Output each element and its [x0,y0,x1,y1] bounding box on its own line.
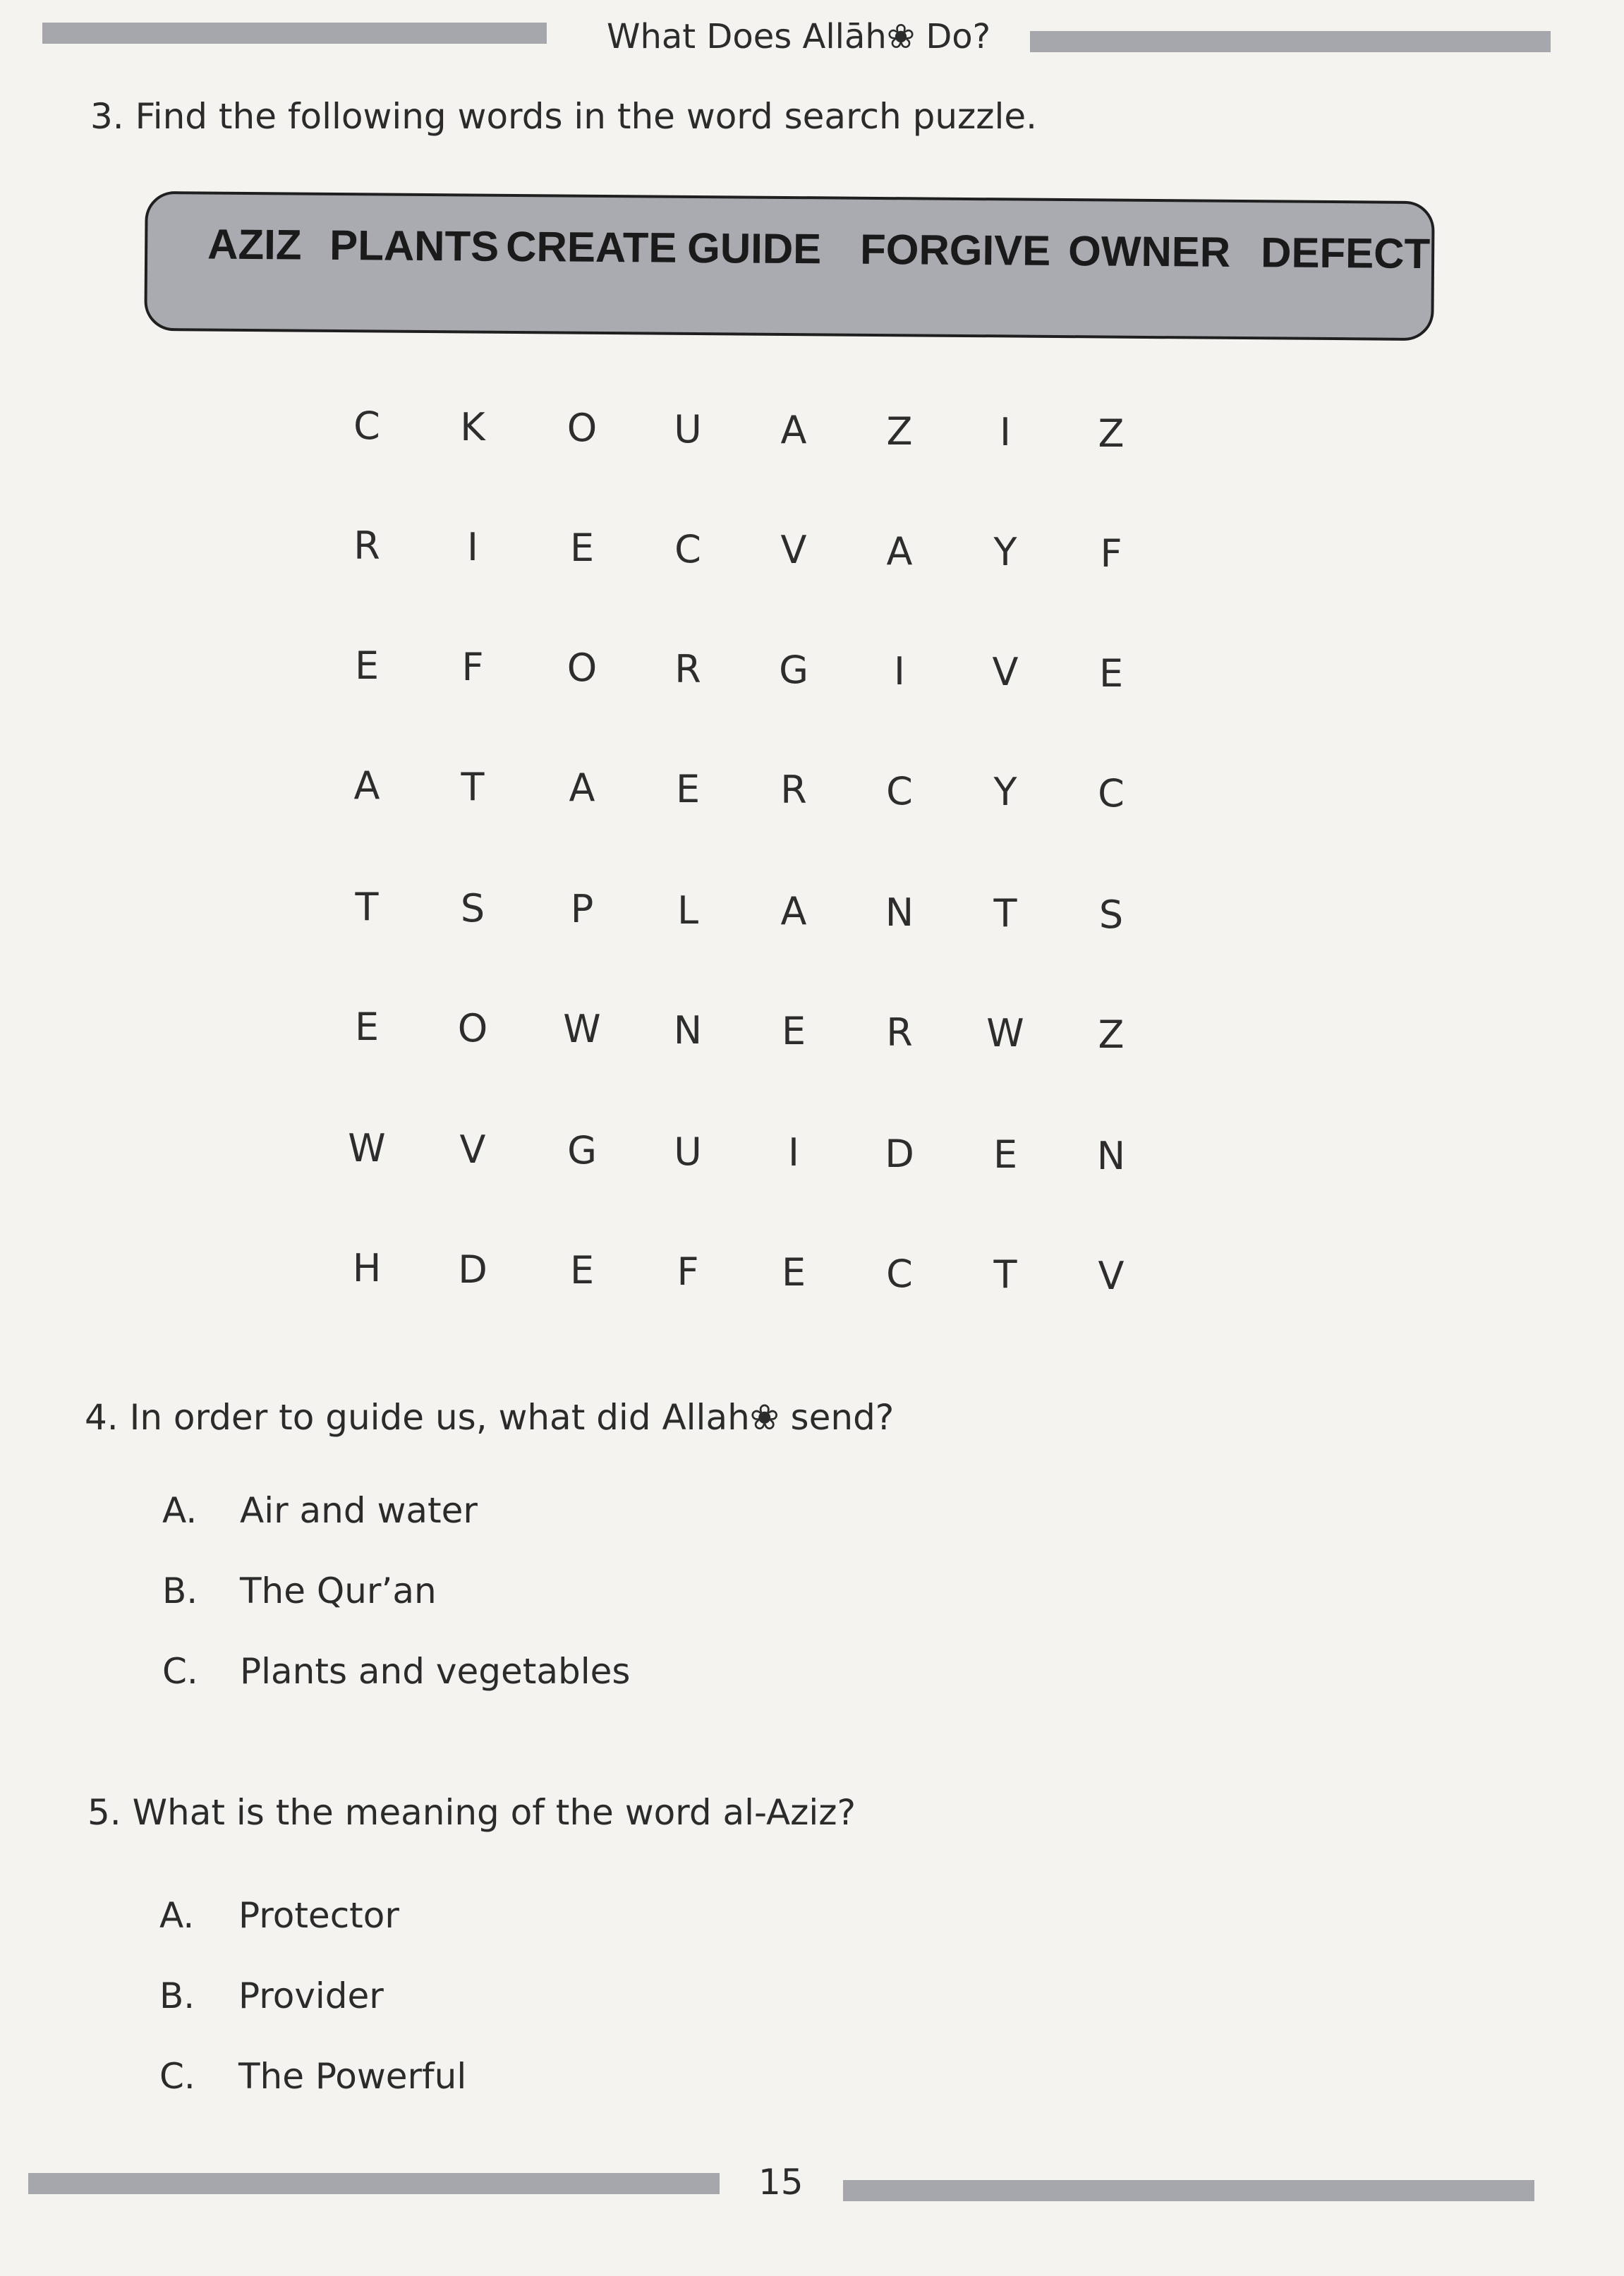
grid-letter: D [458,1247,487,1292]
grid-letter: R [780,768,807,812]
grid-letter: N [885,890,914,935]
grid-letter: W [563,1007,601,1051]
grid-letter: T [993,891,1017,936]
grid-letter: Y [993,770,1017,814]
grid-letter: A [353,763,380,808]
footer-bar-left [28,2173,720,2194]
header-bar-right [1030,31,1551,52]
grid-letter: K [460,404,485,449]
grid-letter: Z [1098,1012,1125,1057]
question-3-prompt: 3. Find the following words in the word search puzzle. [90,96,1038,137]
grid-letter: F [461,644,484,689]
grid-letter: O [566,646,598,690]
grid-letter: Y [993,530,1017,574]
grid-letter: H [352,1246,382,1290]
header-bar-left [42,23,547,44]
grid-letter: A [569,765,595,810]
grid-letter: V [1098,1253,1125,1298]
q4-option-c-letter: C. [162,1651,198,1692]
grid-letter: U [674,1129,702,1174]
question-4-prompt: 4. In order to guide us, what did Allah❀ send? [85,1397,895,1438]
grid-letter: U [674,406,702,452]
grid-letter: E [354,643,380,688]
grid-letter: R [674,646,701,691]
q4-option-b-letter: B. [162,1570,198,1611]
grid-letter: P [570,887,594,931]
grid-letter: O [566,406,598,450]
grid-letter: D [885,1131,914,1176]
q4-option-c-text: Plants and vegetables [240,1651,631,1692]
grid-letter: R [353,523,380,568]
grid-letter: T [355,885,379,929]
question-5-prompt: 5. What is the meaning of the word al-Aziz? [87,1792,856,1833]
page-number: 15 [758,2162,804,2203]
grid-letter: V [459,1127,486,1172]
grid-letter: E [354,1005,380,1049]
grid-letter: S [460,885,485,931]
grid-letter: Z [886,408,913,454]
grid-letter: A [886,528,913,574]
grid-letter: C [1098,770,1125,816]
grid-letter: A [780,408,807,452]
grid-letter: W [348,1126,386,1170]
grid-letter: E [675,766,701,811]
page-title: What Does Allāh❀ Do? [607,17,991,56]
word-bank-item: DEFECT [1260,229,1431,278]
grid-letter: E [993,1132,1018,1177]
grid-letter: E [781,1009,806,1053]
grid-letter: E [569,526,595,570]
word-bank-item: PLANTS [329,221,499,270]
grid-letter: C [886,768,913,813]
q5-option-b-letter: B. [159,1975,195,2016]
q4-option-a-letter: A. [162,1490,198,1531]
grid-letter: F [1100,531,1122,576]
q5-option-a-text: Protector [238,1895,399,1936]
grid-letter: I [788,1130,799,1175]
grid-letter: V [780,528,807,572]
grid-letter: I [1000,410,1011,454]
footer-bar-right [843,2180,1534,2201]
q5-option-c-text: The Powerful [238,2056,467,2097]
grid-letter: E [1098,650,1124,696]
grid-letter: L [677,888,699,933]
grid-letter: W [986,1011,1024,1055]
grid-letter: I [467,524,478,569]
word-bank [144,191,1434,341]
grid-letter: N [1096,1133,1126,1178]
q4-option-b-text: The Qur’an [240,1570,437,1611]
grid-letter: C [353,404,380,448]
grid-letter: V [992,650,1019,694]
word-bank-item: FORGIVE [859,225,1051,274]
grid-letter: C [674,526,701,571]
grid-letter: N [673,1007,703,1053]
word-bank-item: AZIZ [207,220,302,269]
word-bank-item: GUIDE [686,224,822,273]
grid-letter: S [1098,892,1124,937]
word-bank-item: OWNER [1067,227,1231,276]
grid-letter: G [567,1128,597,1173]
grid-letter: T [461,764,485,809]
q5-option-c-letter: C. [159,2056,195,2097]
q5-option-a-letter: A. [159,1895,195,1936]
q5-option-b-text: Provider [238,1975,384,2016]
grid-letter: T [993,1252,1017,1297]
grid-letter: Z [1098,411,1125,456]
grid-letter: I [894,648,905,694]
grid-letter: F [677,1249,699,1294]
q4-option-a-text: Air and water [240,1490,478,1531]
grid-letter: C [886,1251,913,1296]
grid-letter: O [457,1005,488,1051]
grid-letter: R [886,1010,913,1055]
grid-letter: A [780,889,807,933]
grid-letter: E [781,1250,806,1295]
word-bank-item: CREATE [505,222,677,272]
grid-letter: G [779,648,808,692]
grid-letter: E [569,1248,595,1293]
